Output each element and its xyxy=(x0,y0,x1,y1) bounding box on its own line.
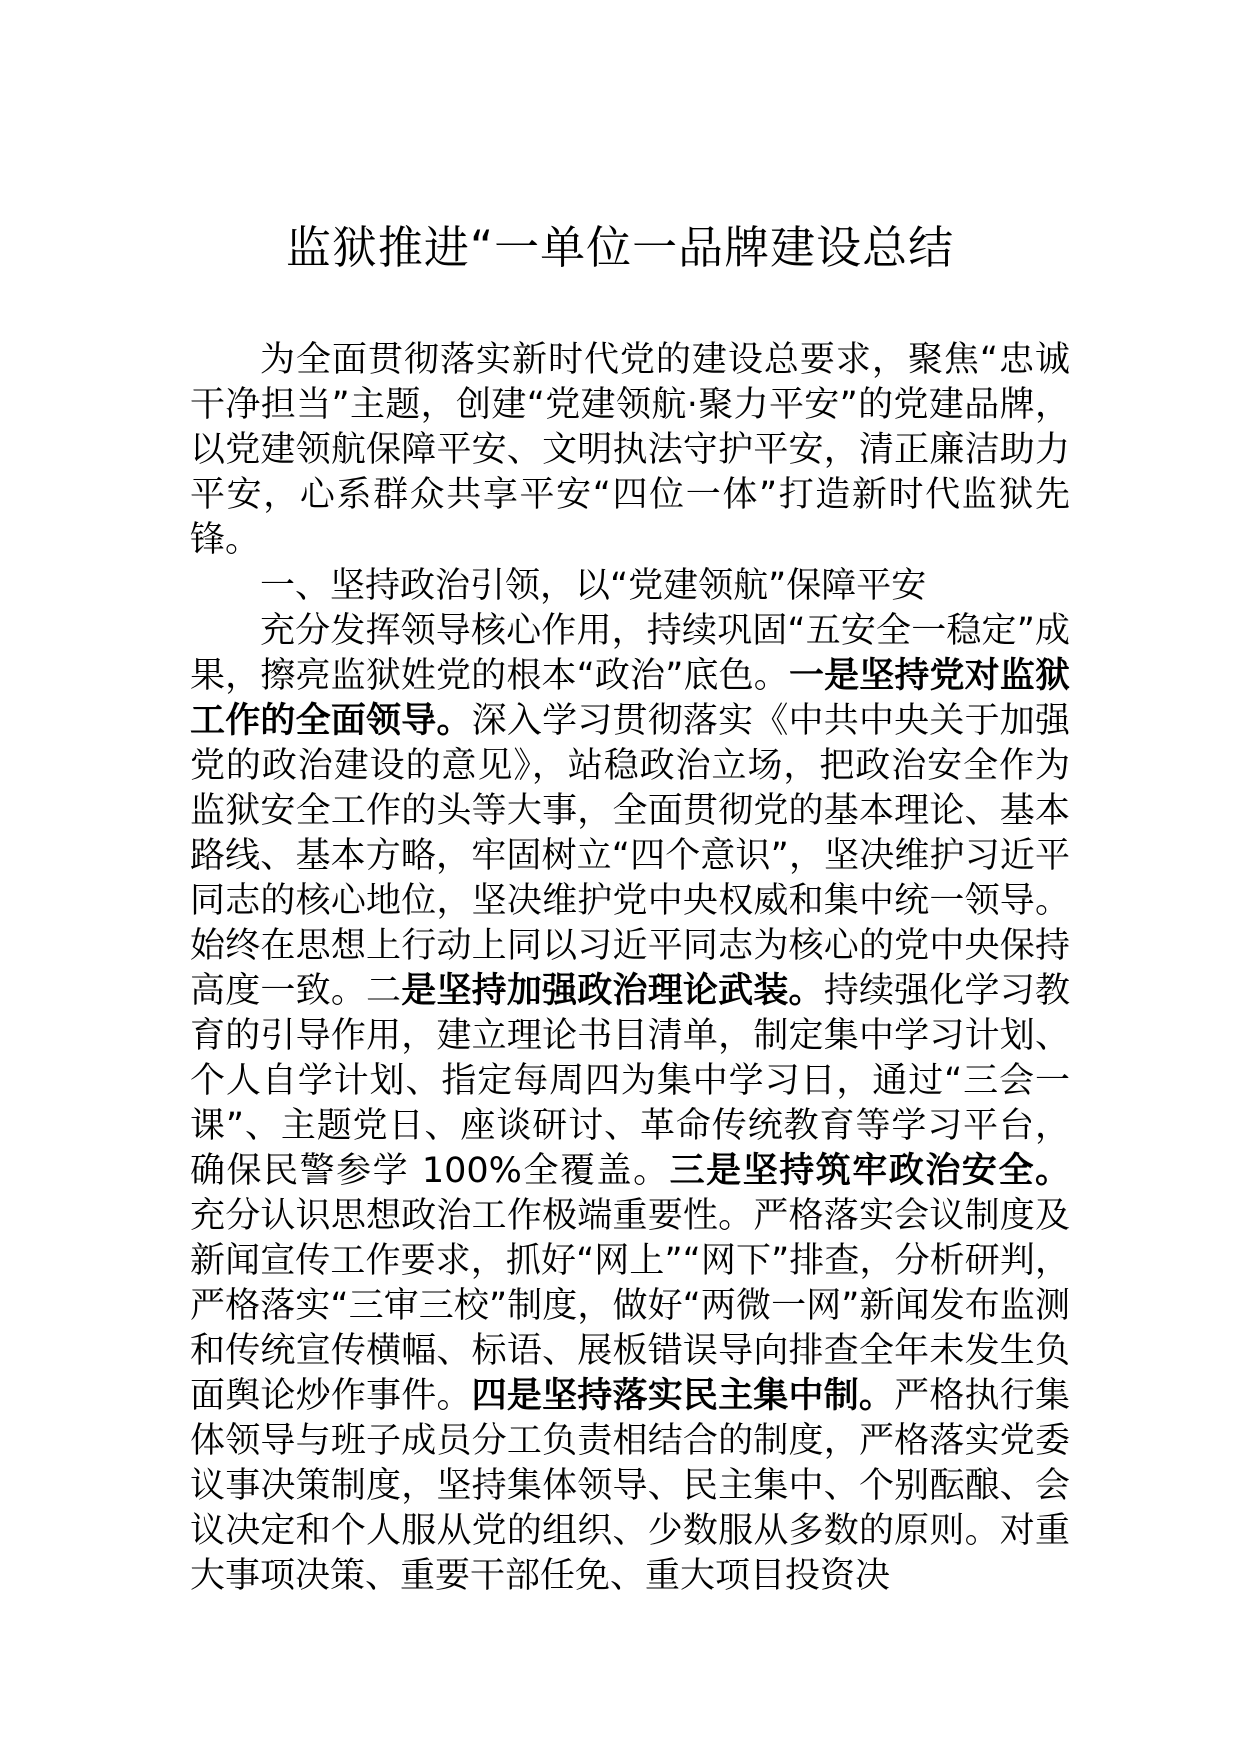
section-1-body xyxy=(190,609,1070,1599)
text-run: 持续强化学习教育的引导作用，建立理论书目清单，制定集中学习计划、个人自学计划、指定每周四为集中学习日，通过“三会一课”、主题党日、座谈研讨、革命传统教育等学习平台，确保民警参学 100%全覆盖。 xyxy=(190,971,1070,1191)
bold-point-3: 三是坚持筑牢政治安全。 xyxy=(669,1151,1070,1191)
intro-text: 为全面贯彻落实新时代党的建设总要求，聚焦“忠诚干净担当”主题，创建“党建领航·聚力平安”的党建品牌，以党建领航保障平安、文明执法守护平安，清正廉洁助力平安，心系群众共享平安“四位一体”打造新时代监狱先锋。 xyxy=(190,340,1070,560)
section-1-paragraph xyxy=(190,609,1070,1599)
intro-paragraph xyxy=(190,338,1070,563)
text-run: 深入学习贯彻落实《中共中央关于加强党的政治建设的意见》，站稳政治立场，把政治安全作为监狱安全工作的头等大事，全面贯彻党的基本理论、基本路线、基本方略，牢固树立“四个意识”，坚决维护习近平同志的核心地位，坚决维护党中央权威和集中统一领导。始终在思想上行动上同以习近平同志为核心的党中央保持高度一致。二 xyxy=(190,701,1070,1011)
text-run: 充分认识思想政治工作极端重要性。严格落实会议制度及新闻宣传工作要求，抓好“网上”“网下”排查，分析研判，严格落实“三审三校”制度，做好“两微一网”新闻发布监测和传统宣传横幅、标语、展板错误导向排查全年未发生负面舆论炒作事件。 xyxy=(190,1196,1070,1416)
bold-point-1: 一是坚持党对监狱工作的全面领导。 xyxy=(190,656,1070,741)
document-title: 监狱推进“一单位一品牌建设总结 xyxy=(285,221,955,274)
bold-point-2: 是坚持加强政治理论武装。 xyxy=(401,971,824,1011)
text-run: 充分发挥领导核心作用，持续巩固“五安全一稳定”成果，擦亮监狱姓党的根本“政治”底色。 xyxy=(190,611,1070,696)
text-run: 严格执行集体领导与班子成员分工负责相结合的制度，严格落实党委议事决策制度，坚持集体领导、民主集中、个别酝酿、会议决定和个人服从党的组织、少数服从多数的原则。对重大事项决策、重要干部任免、重大项目投资决 xyxy=(190,1376,1070,1596)
section-heading xyxy=(190,564,1070,609)
bold-point-4: 四是坚持落实民主集中制。 xyxy=(471,1376,895,1416)
section-1-heading: 一、坚持政治引领，以“党建领航”保障平安 xyxy=(260,566,927,606)
